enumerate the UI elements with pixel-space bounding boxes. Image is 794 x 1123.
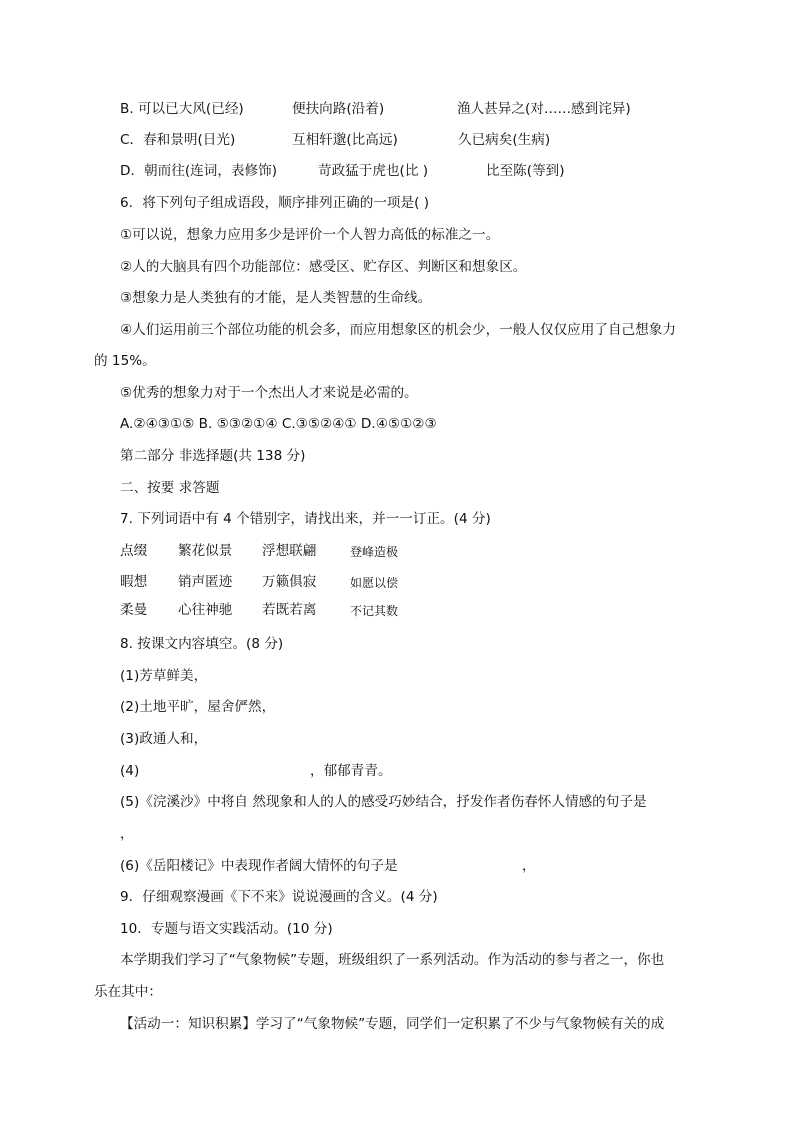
choice-d-item2: 苛政猛于虎也(比 )	[318, 163, 429, 179]
paragraph-1-line2: 乐在其中：	[94, 984, 162, 1000]
fill-6-text: (6)《岳阳楼记》中表现作者阔大情怀的句子是	[120, 858, 398, 874]
fill-2: (2)土地平旷，屋舍俨然，	[120, 699, 276, 715]
question-8: 8. 按课文内容填空。(8 分)	[120, 636, 284, 652]
word-item: 柔曼	[120, 602, 148, 618]
choice-d-item1: D．朝而往(连词，表修饰)	[120, 163, 278, 179]
fill-3: (3)政通人和，	[120, 731, 208, 747]
fill-4-text: ，郁郁青青。	[310, 763, 392, 779]
part-two-heading: 第二部分 非选择题(共 138 分)	[120, 448, 306, 464]
fill-5: (5)《浣溪沙》中将自 然现象和人的人的感受巧妙结合，抒发作者伤春怀人情感的句子是	[120, 794, 647, 810]
paragraph-1-line1: 本学期我们学习了“气象物候”专题，班级组织了一系列活动。作为活动的参与者之一，你也	[120, 952, 665, 968]
word-item: 不记其数	[350, 604, 399, 618]
choice-c-item1: C．春和景明(日光)	[120, 132, 236, 148]
question-6: 6．将下列句子组成语段，顺序排列正确的一项是( )	[120, 195, 430, 211]
sentence-4-line2: 的 15%。	[94, 353, 156, 369]
word-item: 万籁俱寂	[262, 574, 317, 590]
word-item: 登峰造极	[350, 545, 399, 559]
question-7: 7. 下列词语中有 4 个错别字，请找出来，并一一订正。(4 分)	[120, 511, 491, 527]
word-item: 若既若离	[262, 602, 317, 618]
choice-c-item3: 久已病矣(生病)	[458, 132, 551, 148]
section-two-heading: 二、按要 求答题	[120, 480, 220, 496]
choice-c-item2: 互相轩邈(比高远)	[292, 132, 398, 148]
word-item: 浮想联翩	[262, 543, 317, 559]
fill-4-number: (4)	[120, 763, 140, 779]
sentence-5: ⑤优秀的想象力对于一个杰出人才来说是必需的。	[120, 385, 418, 401]
choice-b-item1: B. 可以已大风(已经)	[120, 101, 244, 117]
sentence-1: ①可以说，想象力应用多少是评价一个人智力高低的标准之一。	[120, 227, 500, 243]
choice-d-item3: 比至陈(等到)	[486, 163, 565, 179]
fill-1: (1)芳草鲜美，	[120, 668, 208, 684]
sentence-4-line1: ④人们运用前三个部位功能的机会多，而应用想象区的机会少，一般人仅仅应用了自己想象力	[120, 322, 676, 338]
sentence-3: ③想象力是人类独有的才能，是人类智慧的生命线。	[120, 290, 432, 306]
fill-5-comma: ，	[120, 826, 134, 842]
word-item: 销声匿迹	[178, 574, 233, 590]
word-item: 点缀	[120, 543, 148, 559]
activity-1: 【活动一：知识积累】学习了“气象物候”专题，同学们一定积累了不少与气象物候有关的成	[120, 1016, 665, 1032]
fill-6-comma: ，	[522, 858, 536, 874]
word-item: 心往神驰	[178, 602, 233, 618]
word-item: 暇想	[120, 574, 148, 590]
question-10: 10．专题与语文实践活动。(10 分)	[120, 921, 333, 937]
answer-options: A.②④③①⑤ B. ⑤③②①④ C.③⑤②④① D.④⑤①②③	[120, 416, 437, 432]
sentence-2: ②人的大脑具有四个功能部位：感受区、贮存区、判断区和想象区。	[120, 259, 527, 275]
question-9: 9．仔细观察漫画《下不来》说说漫画的含义。(4 分)	[120, 889, 438, 905]
choice-b-item3: 渔人甚异之(对……感到诧异)	[457, 101, 631, 117]
word-item: 繁花似景	[178, 543, 233, 559]
choice-b-item2: 便扶向路(沿着)	[292, 101, 385, 117]
word-item: 如愿以偿	[350, 576, 399, 590]
